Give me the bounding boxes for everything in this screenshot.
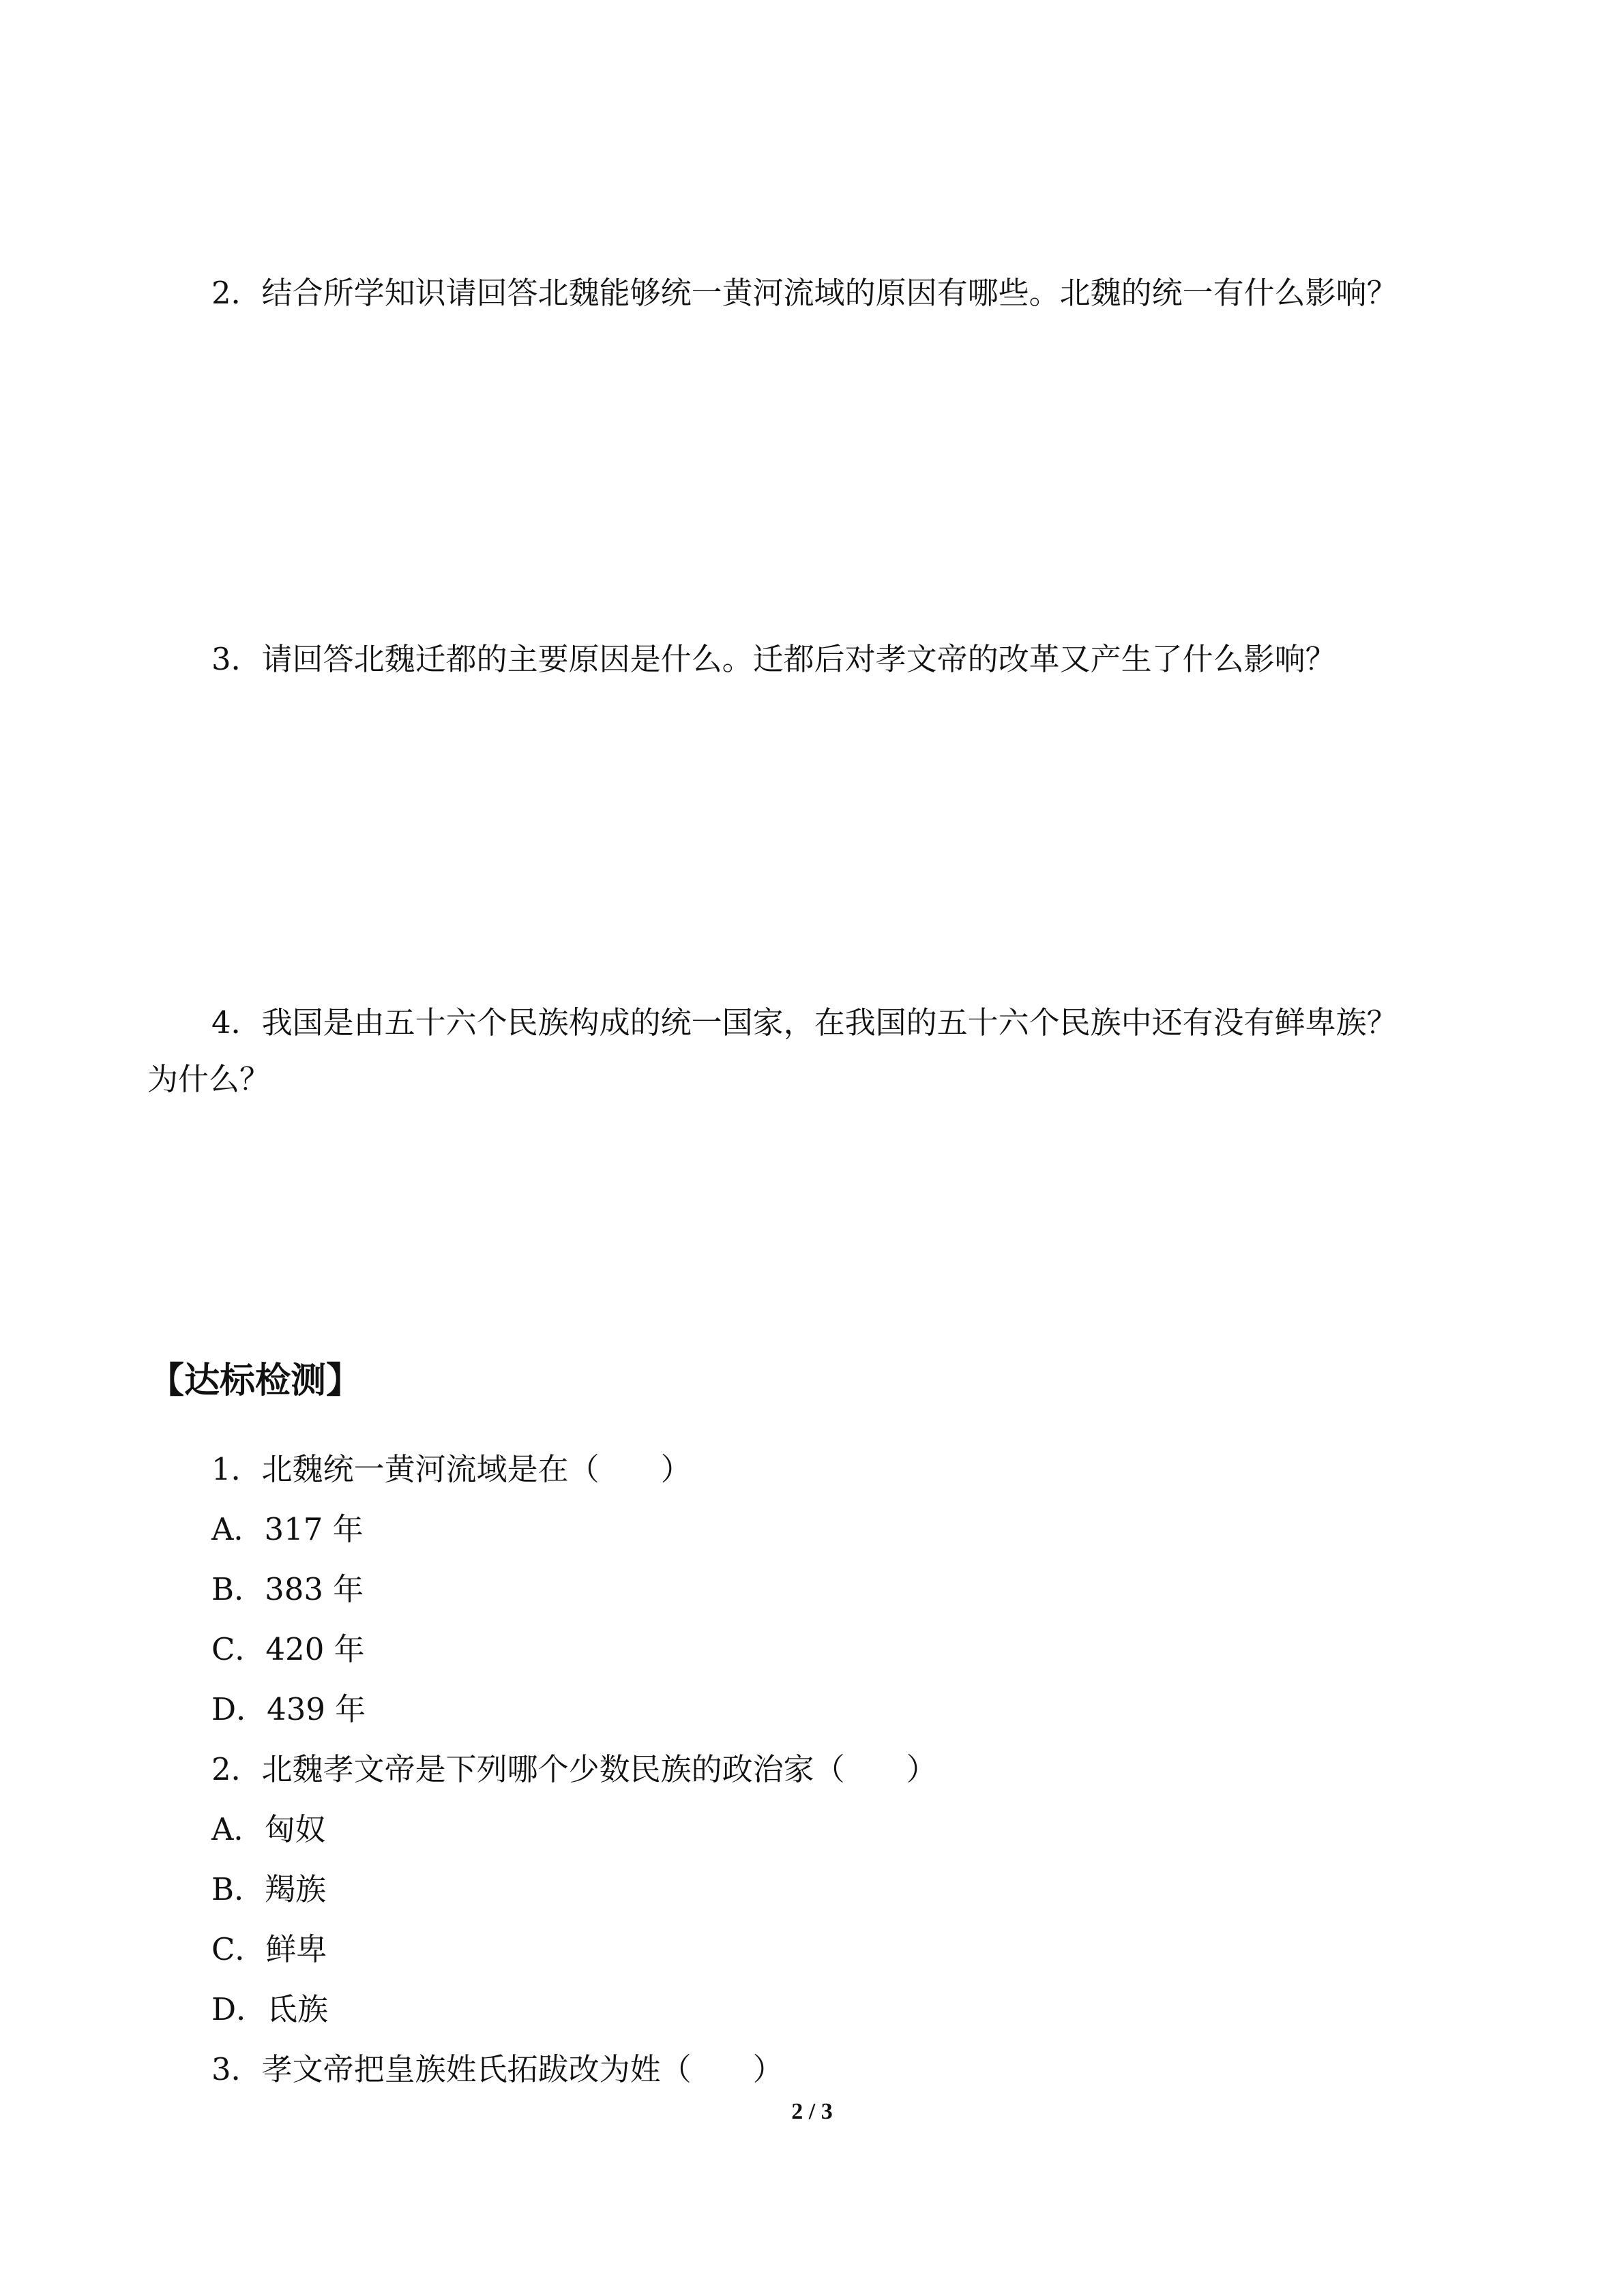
option-d: D．氐族: [211, 1991, 329, 2027]
option-d: D．439 年: [211, 1691, 366, 1727]
question-text: 结合所学知识请回答北魏能够统一黄河流域的原因有哪些。北魏的统一有什么影响？: [261, 275, 1398, 311]
option-b: B．羯族: [211, 1871, 327, 1907]
question-number: 2．: [211, 275, 262, 311]
question-text: 请回答北魏迁都的主要原因是什么。迁都后对孝文帝的改革又产生了什么影响？: [261, 641, 1336, 677]
question-4: [211, 1002, 1398, 1043]
option-b: B．383 年: [211, 1571, 364, 1607]
question-number: 4．: [211, 1004, 262, 1041]
page-number: 2 / 3: [791, 2099, 833, 2124]
question-3: [211, 639, 1336, 680]
option-a: A．317 年: [211, 1511, 364, 1547]
test-item-2-stem: 2．北魏孝文帝是下列哪个少数民族的政治家（ ）: [211, 1751, 937, 1787]
question-text: 我国是由五十六个民族构成的统一国家，在我国的五十六个民族中还有没有鲜卑族？: [261, 1004, 1398, 1041]
question-number: 3．: [211, 641, 262, 677]
section-heading: 【达标检测】: [149, 1360, 362, 1401]
question-4-continuation: 为什么？: [147, 1061, 271, 1097]
test-item-1-stem: 1．北魏统一黄河流域是在（ ）: [211, 1451, 692, 1487]
option-c: C．420 年: [211, 1631, 365, 1667]
option-a: A．匈奴: [211, 1811, 326, 1847]
option-c: C．鲜卑: [211, 1931, 327, 1967]
test-item-3-stem: 3．孝文帝把皇族姓氏拓跋改为姓（ ）: [211, 2051, 784, 2087]
question-2: [211, 273, 1398, 314]
